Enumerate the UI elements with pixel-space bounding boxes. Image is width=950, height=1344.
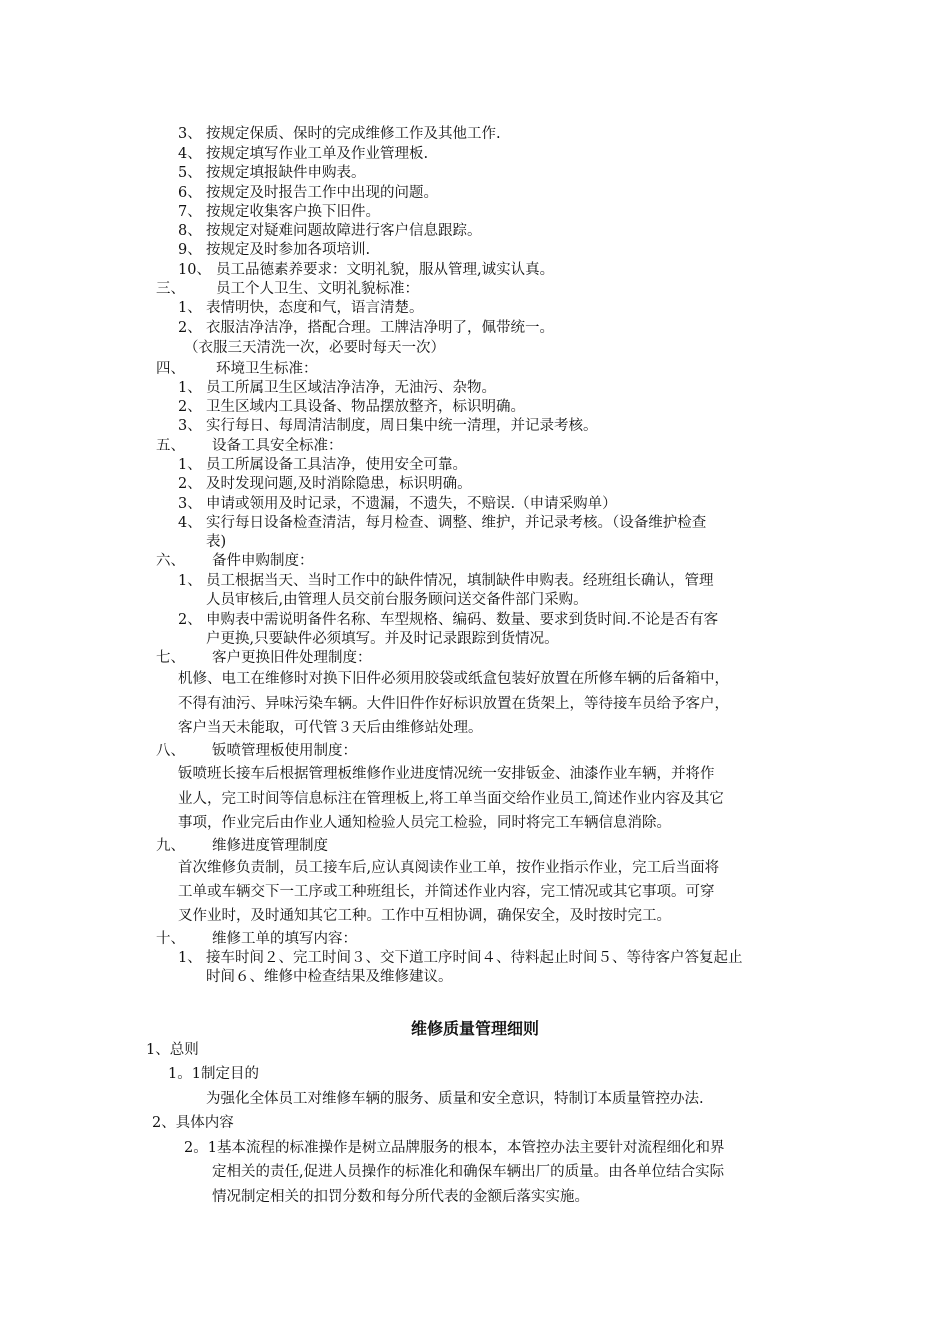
paragraph-line bbox=[178, 764, 715, 784]
list-item bbox=[178, 571, 714, 591]
item-number: 5、 bbox=[178, 165, 202, 181]
section-heading-text: 环境卫生标准： bbox=[216, 361, 318, 377]
list-item-continuation bbox=[206, 967, 453, 987]
paragraph-line bbox=[184, 1138, 724, 1158]
list-item bbox=[178, 610, 718, 630]
paragraph-text: 工单或车辆交下一工序或工种班组长，并简述作业内容，完工情况或其它事项。可穿 bbox=[178, 884, 715, 900]
paragraph-line bbox=[178, 669, 729, 689]
item-number: 2、 bbox=[178, 399, 202, 415]
list-item bbox=[178, 240, 370, 260]
paragraph-line bbox=[178, 694, 729, 714]
item-text: 员工所属卫生区域洁净洁净，无油污、杂物。 bbox=[206, 380, 496, 396]
paragraph-line bbox=[178, 718, 483, 738]
section-heading bbox=[156, 436, 343, 456]
section-heading-text: 员工个人卫生、文明礼貌标准： bbox=[216, 281, 419, 297]
section-heading-text: 备件申购制度： bbox=[212, 553, 314, 569]
paragraph-line bbox=[178, 858, 719, 878]
section-heading-text: 维修进度管理制度 bbox=[212, 838, 328, 854]
list-item bbox=[178, 397, 525, 417]
paragraph-line bbox=[206, 1089, 704, 1109]
outline-heading bbox=[146, 1040, 199, 1060]
item-text: 员工品德素养要求：文明礼貌，服从管理,诚实认真。 bbox=[216, 262, 555, 278]
paragraph-text: 情况制定相关的扣罚分数和每分所代表的金额后落实实施。 bbox=[212, 1189, 589, 1205]
item-number: 3、 bbox=[178, 496, 202, 512]
item-number: 10、 bbox=[178, 262, 211, 278]
item-text: 及时发现问题,及时消除隐患，标识明确。 bbox=[206, 476, 472, 492]
item-text: 衣服洁净洁净，搭配合理。工牌洁净明了，佩带统一。 bbox=[206, 320, 554, 336]
item-text: 员工所属设备工具洁净，使用安全可靠。 bbox=[206, 457, 467, 473]
item-text: 按规定及时参加各项培训. bbox=[206, 242, 371, 258]
section-heading-text: 维修工单的填写内容： bbox=[212, 931, 357, 947]
section-title: 维修质量管理细则 bbox=[410, 1019, 539, 1038]
section-number: 八、 bbox=[156, 743, 185, 759]
item-number: 8、 bbox=[178, 223, 202, 239]
list-item-continuation bbox=[206, 590, 588, 610]
item-text: 实行每日设备检查清洁，每月检查、调整、维护，并记录考核。（设备维护检查 bbox=[206, 515, 707, 531]
paragraph-text: 定相关的责任,促进人员操作的标准化和确保车辆出厂的质量。由各单位结合实际 bbox=[212, 1164, 725, 1180]
item-text: 员工根据当天、当时工作中的缺件情况，填制缺件申购表。经班组长确认，管理 bbox=[206, 573, 714, 589]
paragraph-text: 事项，作业完后由作业人通知检验人员完工检验，同时将完工车辆信息消除。 bbox=[178, 815, 671, 831]
paragraph-line bbox=[178, 906, 671, 926]
item-text: 申购表中需说明备件名称、车型规格、编码、数量、要求到货时间.不论是否有客 bbox=[206, 612, 719, 628]
list-item bbox=[178, 202, 380, 222]
list-item bbox=[178, 474, 472, 494]
section-number: 四、 bbox=[156, 361, 185, 377]
list-item bbox=[178, 494, 617, 514]
list-item bbox=[178, 144, 428, 164]
item-text: 户更换,只要缺件必须填写。并及时记录跟踪到货情况。 bbox=[206, 631, 559, 647]
list-item bbox=[178, 221, 482, 241]
section-heading bbox=[156, 648, 372, 668]
paragraph-line bbox=[178, 882, 715, 902]
list-item bbox=[178, 318, 554, 338]
item-number: 4、 bbox=[178, 146, 202, 162]
item-number: 2、 bbox=[178, 612, 202, 628]
item-number: 1、 bbox=[178, 300, 202, 316]
section-heading-text: 钣喷管理板使用制度： bbox=[212, 743, 357, 759]
item-number: 1、 bbox=[178, 457, 202, 473]
item-number: 1、 bbox=[178, 380, 202, 396]
outline-subheading bbox=[168, 1064, 259, 1084]
list-item bbox=[178, 298, 424, 318]
list-item bbox=[178, 163, 366, 183]
paragraph-line bbox=[212, 1187, 589, 1207]
item-text: 时间６、维修中检查结果及维修建议。 bbox=[206, 969, 453, 985]
paragraph-text: 机修、电工在维修时对换下旧件必须用胶袋或纸盒包装好放置在所修车辆的后备箱中， bbox=[178, 671, 729, 687]
paragraph-line bbox=[212, 1162, 724, 1182]
item-text: 按规定对疑难问题故障进行客户信息跟踪。 bbox=[206, 223, 482, 239]
item-number: 9、 bbox=[178, 242, 202, 258]
item-text: 表) bbox=[206, 534, 227, 550]
list-item-continuation bbox=[206, 532, 226, 552]
paragraph-text: 2。1基本流程的标准操作是树立品牌服务的根本，本管控办法主要针对流程细化和界 bbox=[184, 1140, 725, 1156]
paragraph-text: 首次维修负责制，员工接车后,应认真阅读作业工单，按作业指示作业，完工后当面将 bbox=[178, 860, 720, 876]
item-number: 3、 bbox=[178, 418, 202, 434]
section-heading bbox=[156, 359, 318, 379]
paragraph-text: 钣喷班长接车后根据管理板维修作业进度情况统一安排钣金、油漆作业车辆，并将作 bbox=[178, 766, 715, 782]
section-heading-text: 设备工具安全标准： bbox=[212, 438, 343, 454]
item-number: 1、 bbox=[178, 950, 202, 966]
list-item bbox=[178, 513, 706, 533]
outline-heading bbox=[152, 1113, 234, 1133]
list-item bbox=[178, 416, 598, 436]
list-item bbox=[178, 455, 467, 475]
paragraph-text: 客户当天未能取，可代管３天后由维修站处理。 bbox=[178, 720, 483, 736]
list-item bbox=[178, 183, 438, 203]
section-heading bbox=[156, 551, 314, 571]
item-number: 4、 bbox=[178, 515, 202, 531]
outline-heading-text: 2、具体内容 bbox=[152, 1115, 234, 1131]
list-item-continuation bbox=[206, 629, 559, 649]
note-text: （衣服三天清洗一次，必要时每天一次） bbox=[184, 340, 445, 356]
section-number: 三、 bbox=[156, 281, 185, 297]
item-text: 按规定收集客户换下旧件。 bbox=[206, 204, 380, 220]
item-text: 按规定填写作业工单及作业管理板. bbox=[206, 146, 429, 162]
item-number: 2、 bbox=[178, 320, 202, 336]
item-text: 表情明快，态度和气，语言清楚。 bbox=[206, 300, 424, 316]
list-item bbox=[178, 948, 743, 968]
paragraph-text: 业人，完工时间等信息标注在管理板上,将工单当面交给作业员工,简述作业内容及其它 bbox=[178, 791, 724, 807]
section-heading bbox=[156, 279, 419, 299]
section-number: 七、 bbox=[156, 650, 185, 666]
item-text: 人员审核后,由管理人员交前台服务顾问送交备件部门采购。 bbox=[206, 592, 588, 608]
item-number: 3、 bbox=[178, 126, 202, 142]
list-item bbox=[178, 260, 554, 280]
item-text: 按规定及时报告工作中出现的问题。 bbox=[206, 185, 438, 201]
paragraph-text: 叉作业时，及时通知其它工种。工作中互相协调，确保安全，及时按时完工。 bbox=[178, 908, 671, 924]
section-heading bbox=[156, 741, 357, 761]
list-item bbox=[178, 378, 496, 398]
item-number: 6、 bbox=[178, 185, 202, 201]
outline-heading-text: 1、总则 bbox=[146, 1042, 199, 1058]
item-text: 申请或领用及时记录，不遗漏，不遗失，不赔误.（申请采购单） bbox=[206, 496, 617, 512]
paragraph-text: 为强化全体员工对维修车辆的服务、质量和安全意识，特制订本质量管控办法. bbox=[206, 1091, 704, 1107]
note-line bbox=[184, 338, 445, 358]
section-number: 六、 bbox=[156, 553, 185, 569]
list-item bbox=[178, 124, 501, 144]
item-text: 接车时间２、完工时间３、交下道工序时间４、待料起止时间５、等待客户答复起止 bbox=[206, 950, 743, 966]
section-heading bbox=[156, 836, 328, 856]
section-heading-text: 客户更换旧件处理制度： bbox=[212, 650, 372, 666]
item-number: 1、 bbox=[178, 573, 202, 589]
item-text: 按规定填报缺件申购表。 bbox=[206, 165, 366, 181]
outline-subheading-text: 1。1制定目的 bbox=[168, 1066, 259, 1082]
section-number: 九、 bbox=[156, 838, 185, 854]
section-number: 十、 bbox=[156, 931, 185, 947]
item-text: 卫生区域内工具设备、物品摆放整齐，标识明确。 bbox=[206, 399, 525, 415]
paragraph-text: 不得有油污、异味污染车辆。大件旧件作好标识放置在货架上，等待接车员给予客户， bbox=[178, 696, 729, 712]
item-text: 按规定保质、保时的完成维修工作及其他工作. bbox=[206, 126, 501, 142]
paragraph-line bbox=[178, 813, 671, 833]
item-text: 实行每日、每周清洁制度，周日集中统一清理，并记录考核。 bbox=[206, 418, 598, 434]
paragraph-line bbox=[178, 789, 724, 809]
item-number: 2、 bbox=[178, 476, 202, 492]
section-number: 五、 bbox=[156, 438, 185, 454]
item-number: 7、 bbox=[178, 204, 202, 220]
section-heading bbox=[156, 929, 357, 949]
